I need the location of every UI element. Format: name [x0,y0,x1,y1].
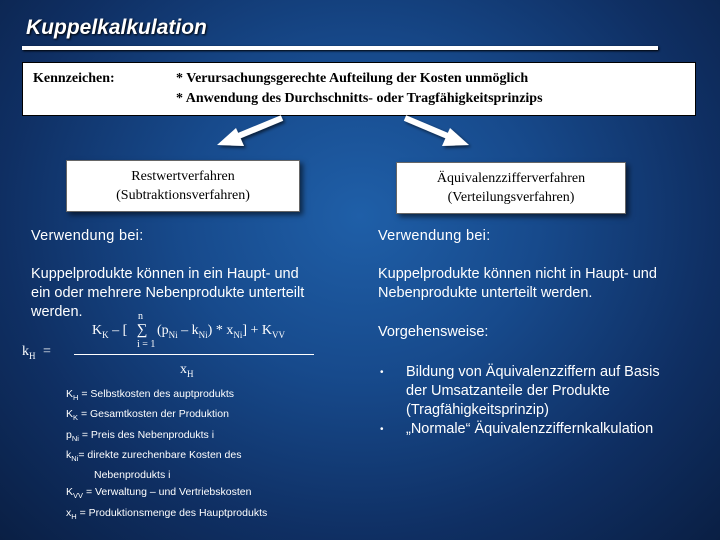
right-description [378,265,657,303]
kennzeichen-label: Kennzeichen: [33,71,115,86]
legend-row: $K_H$ = Selbstkosten des auptprodukts [66,388,234,403]
fraction-bar [74,354,314,355]
vorgehensweise-heading: Vorgehensweise: [378,324,489,340]
restwert-title: Restwertverfahren [131,169,235,184]
legend-row: $x_H$ = Produktionsmenge des Hauptprodukts [66,506,268,521]
right-text-line-1: Kuppelprodukte können nicht in Haupt- und [378,266,657,282]
legend-row: Nebenprodukts i [94,469,171,482]
right-arrow [405,118,469,146]
left-text-line-1: Kuppelprodukte können in ein Haupt- und [31,266,299,282]
aequivalenz-title: Äquivalenzzifferverfahren [436,171,586,186]
bullet-1-line-1: Bildung von Äquivalenzziffern auf Basis [406,364,660,380]
bullet-2-text: „Normale“ Äquivalenzziffernkalkulation [406,421,654,437]
left-text-line-3: werden. [31,304,83,320]
bullet-1-marker: • [380,367,384,378]
formula-denominator: $x_H$ [180,362,194,379]
page-title: Kuppelkalkulation [26,16,207,39]
left-verwendung-heading: Verwendung bei: [31,228,144,244]
legend-row: $K_{VV}$ = Verwaltung – und Vertriebskosten [66,486,252,501]
left-description [31,265,304,322]
bullet-2-marker: • [380,424,384,435]
kennzeichen-line-1: * Verursachungsgerechte Aufteilung der Kosten unmöglich [176,71,529,86]
bullet-1-line-3: (Tragfähigkeitsprinzip) [406,402,549,418]
sum-lower-limit: i = 1 [137,339,156,350]
bullet-1-line-2: der Umsatzanteile der Produkte [406,383,610,399]
left-text-line-2: ein oder mehrere Nebenprodukte unterteilt [31,285,305,301]
sum-symbol: ∑ [136,322,148,338]
right-text-line-2: Nebenprodukte unterteilt werden. [378,285,593,301]
kennzeichen-line-2: * Anwendung des Durchschnitts- oder Tragfähigkeitsprinzips [176,91,543,106]
left-arrow [217,118,282,146]
formula-numerator: $K_K$ – [ ∑ $(p_{Ni} - k_{Ni}) * x_{Ni}] + K_{VV}$ [92,322,286,340]
aequivalenz-box [396,162,626,214]
legend-row: $p_{Ni}$ = Preis des Nebenprodukts i [66,428,215,443]
legend-row: $k_{Ni}=$ direkte zurechenbare Kosten des [66,448,242,463]
restwert-subtitle: (Subtraktionsverfahren) [116,188,250,203]
restwertverfahren-box [66,160,300,212]
bullet-1-text [406,363,660,420]
sum-upper-limit: n [138,311,143,322]
legend-row: $K_K$ = Gesamtkosten der Produktion [66,408,229,423]
right-verwendung-heading: Verwendung bei: [378,228,491,244]
formula-legend [66,386,267,525]
aequivalenz-subtitle: (Verteilungsverfahren) [447,190,575,205]
formula-lhs: $k_H$ = [22,344,51,361]
